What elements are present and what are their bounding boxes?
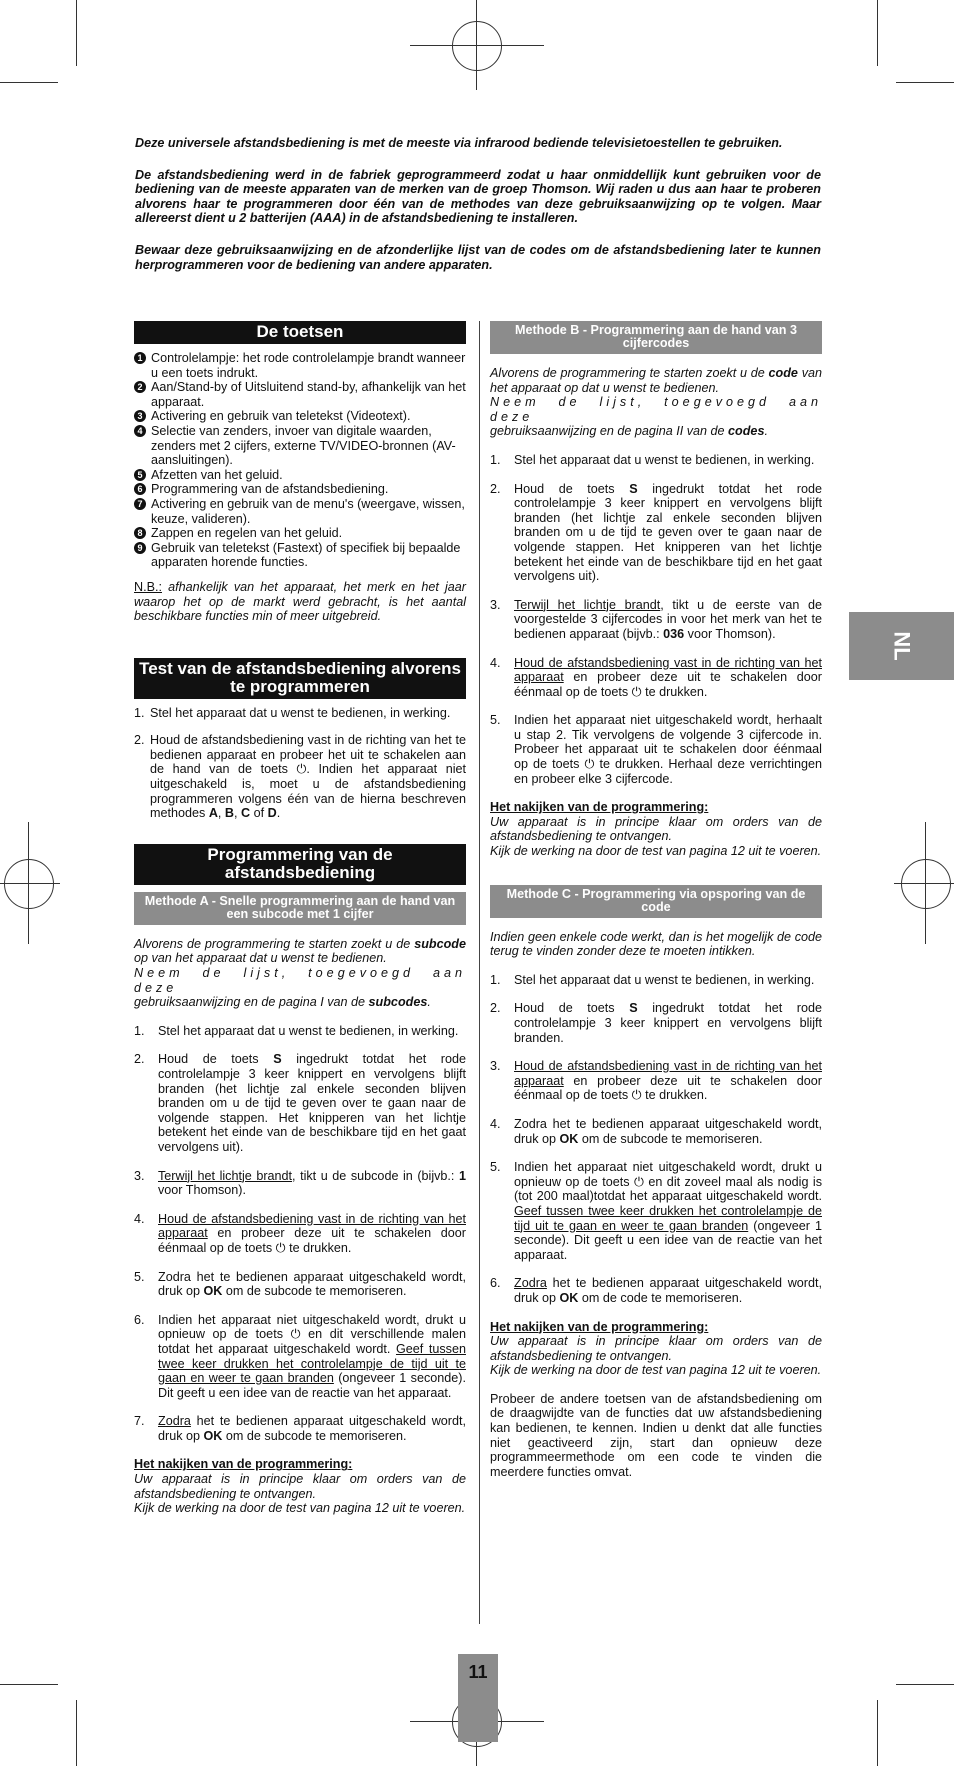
list-item: 9 Gebruik van teletekst (Fastext) of specifiek bij bepaalde apparaten horende functies. <box>134 541 466 570</box>
list-item: 6 Programmering van de afstandsbediening. <box>134 482 466 497</box>
list-item: 8 Zappen en regelen van het geluid. <box>134 526 466 541</box>
method-b-title: Methode B - Programmering aan de hand van 3 cijfercodes <box>490 321 822 354</box>
list-item: 2 Aan/Stand-by of Uitsluitend stand-by, afhankelijk van het apparaat. <box>134 380 466 409</box>
column-divider <box>479 321 480 1624</box>
crop-mark <box>0 1684 58 1685</box>
number-badge: 8 <box>134 527 146 539</box>
intro-paragraph: Deze universele afstandsbediening is met de meeste via infrarood bediende televisietoestellen te gebruiken. <box>135 136 783 150</box>
list-item: 5 Afzetten van het geluid. <box>134 468 466 483</box>
list-item: 5. Indien het apparaat niet uitgeschakeld wordt, drukt u opnieuw op de toets ⏻ en dit zoveel maal als nodig is (tot 200 maal)totdat het apparaat uitgeschakeld wordt. Geef tussen twee keer drukken het controlelampje de tijd uit te gaan en weer te gaan branden (ongeveer 1 seconde). Dit geeft u een idee van de reactie van het apparaat. <box>490 1160 822 1262</box>
language-tab: NL <box>849 612 954 680</box>
number-badge: 9 <box>134 542 146 554</box>
section-title-programmering: Programmering van de afstandsbediening <box>134 844 466 885</box>
list-item: 1. Stel het apparaat dat u wenst te bedienen, in werking. <box>134 705 451 720</box>
registration-circle <box>901 859 951 909</box>
list-item: 4. Houd de afstandsbediening vast in de richting van het apparaat en probeer deze uit te schakelen door éénmaal op de toets ⏻ te drukken. <box>134 1211 466 1255</box>
method-a-title: Methode A - Snelle programmering aan de hand van een subcode met 1 cijfer <box>134 892 466 925</box>
page-number: 11 <box>458 1654 498 1742</box>
crop-mark <box>877 0 878 66</box>
check-text: Uw apparaat is in principe klaar om orders van de afstandsbediening te ontvangen. <box>490 1334 822 1363</box>
number-badge: 1 <box>134 352 146 364</box>
method-b-steps <box>490 453 822 786</box>
registration-circle <box>4 859 54 909</box>
method-c-steps <box>490 973 822 1306</box>
list-item: 2. Houd de toets S ingedrukt totdat het rode controlelampje 3 keer knippert en vervolgens blijft branden (het lichtje zal enkele seconden blijven branden om u de tijd te geven over te gaan naar de volgende stappen. Het knipperen van het lichtje betekent het einde van de beschikbare tijd en het gaat vervolgens uit). <box>134 1052 467 1154</box>
list-item: 1. Stel het apparaat dat u wenst te bedienen, in werking. <box>134 1023 459 1038</box>
list-item: 6. Indien het apparaat niet uitgeschakeld wordt, drukt u opnieuw op de toets ⏻ en dit verschillende malen totdat het apparaat uitgeschakeld wordt. Geef tussen twee keer drukken het controlelampje de tijd uit te gaan en weer te gaan branden (ongeveer 1 seconde). Dit geeft u een idee van de reactie van het apparaat. <box>134 1312 466 1400</box>
method-a-steps <box>134 1024 466 1444</box>
number-badge: 3 <box>134 410 146 422</box>
list-item: 6. Zodra het te bedienen apparaat uitgeschakeld wordt, druk op OK om de code te memoriseren. <box>490 1276 822 1305</box>
list-item: 1. Stel het apparaat dat u wenst te bedienen, in werking. <box>490 972 815 987</box>
number-badge: 2 <box>134 381 146 393</box>
method-b-intro: Alvorens de programmering te starten zoekt u de code van het apparaat op dat u wenst te bedienen. Neem de lijst, toegevoegd aan deze gebruiksaanwijzing en de pagina II van de codes. <box>490 366 822 439</box>
number-badge: 5 <box>134 469 146 481</box>
check-title: Het nakijken van de programmering: <box>490 800 709 815</box>
list-item: 4 Selectie van zenders, invoer van digitale waarden, zenders met 2 cijfers, externe TV/VIDEO-bronnen (AV-aansluitingen). <box>134 424 466 468</box>
list-item: 1 Controlelampje: het rode controlelampje brandt wanneer u een toets indrukt. <box>134 351 466 380</box>
check-text: Uw apparaat is in principe klaar om orders van de afstandsbediening te ontvangen. <box>490 814 822 844</box>
check-text: Kijk de werking na door de test van pagina 12 uit te voeren. <box>490 844 822 859</box>
check-title: Het nakijken van de programmering: <box>134 1457 353 1472</box>
intro-text <box>135 136 821 289</box>
check-text: Kijk de werking na door de test van pagina 12 uit te voeren. <box>490 1363 822 1378</box>
number-badge: 4 <box>134 425 146 437</box>
check-title: Het nakijken van de programmering: <box>490 1319 709 1334</box>
list-item: 3. Terwijl het lichtje brandt, tikt u de eerste van de voorgestelde 3 cijfercodes in voor het merk van het te bedienen apparaat (bijvb.: 036 voor Thomson). <box>490 597 822 641</box>
method-c-intro: Indien geen enkele code werkt, dan is het mogelijk de code terug te vinden zonder deze te moeten intikken. <box>490 929 822 959</box>
list-item: 2. Houd de toets S ingedrukt totdat het rode controlelampje 3 keer knippert en vervolgens blijft branden (het lichtje zal enkele seconden blijven branden om u de tijd te geven over te gaan naar de volgende stappen. Het knipperen van het lichtje betekent het einde van de beschikbare tijd en het gaat vervolgens uit). <box>490 481 823 584</box>
list-item: 3. Houd de afstandsbediening vast in de richting van het apparaat en probeer deze uit te schakelen door éénmaal op de toets ⏻ te drukken. <box>490 1059 822 1103</box>
intro-paragraph: De afstandsbediening werd in de fabriek geprogrammeerd zodat u haar onmiddellijk kunt gebruiken voor de bediening van de meeste apparaten van de merken van de groep Thomson. Wij raden u dus aan haar te proberen alvorens haar te programmeren door één van de methodes van deze gebruiksaanwijzing op te volgen. Maar allereerst dient u 2 batterijen (AAA) in de afstandsbediening te installeren. <box>135 167 821 226</box>
list-item: 7. Zodra het te bedienen apparaat uitgeschakeld wordt, druk op OK om de subcode te memoriseren. <box>134 1414 466 1443</box>
registration-circle <box>452 21 502 71</box>
crop-mark <box>76 0 77 66</box>
list-item: 4. Houd de afstandsbediening vast in de richting van het apparaat en probeer deze uit te schakelen door éénmaal op de toets ⏻ te drukken. <box>490 655 822 699</box>
intro-paragraph: Bewaar deze gebruiksaanwijzing en de afzonderlijke lijst van de codes om de afstandsbediening later te kunnen herprogrammeren voor de bediening van andere apparaten. <box>135 242 821 272</box>
crop-mark <box>76 1700 77 1766</box>
number-badge: 6 <box>134 483 146 495</box>
left-column <box>134 321 466 1516</box>
method-a-intro: Alvorens de programmering te starten zoekt u de subcode op van het apparaat dat u wenst te bedienen. Neem de lijst, toegevoegd aan deze gebruiksaanwijzing en de pagina I van de subcodes. <box>134 936 466 1010</box>
list-item: 3. Terwijl het lichtje brandt, tikt u de subcode in (bijvb.: 1 voor Thomson). <box>134 1168 466 1198</box>
list-item: 1. Stel het apparaat dat u wenst te bedienen, in werking. <box>490 452 815 467</box>
right-column <box>490 321 822 1493</box>
crop-mark <box>896 1684 954 1685</box>
list-item: 2. Houd de toets S ingedrukt totdat het rode controlelampje 3 keer knippert en vervolgens blijft branden. <box>490 1001 823 1045</box>
section-title-toetsen: De toetsen <box>134 321 466 344</box>
list-item: 5. Zodra het te bedienen apparaat uitgeschakeld wordt, druk op OK om de subcode te memoriseren. <box>134 1269 466 1299</box>
check-text: Kijk de werking na door de test van pagina 12 uit te voeren. <box>134 1501 466 1516</box>
method-c-title: Methode C - Programmering via opsporing van de code <box>490 885 822 918</box>
check-text: Uw apparaat is in principe klaar om orders van de afstandsbediening te ontvangen. <box>134 1472 466 1501</box>
list-item: 2. Houd de afstandsbediening vast in de richting van het te bedienen apparaat en probeer het uit te schakelen aan de hand van de toets ⏻. Indien het apparaat niet uitgeschakeld is, moet u de afstandsbediening programmeren volgens één van de hierna beschreven methodes A, B, C of D. <box>134 733 466 821</box>
method-c-outro: Probeer de andere toetsen van de afstandsbediening om de draagwijdte van de functies dat uw afstandsbediening kan bedienen, te kennen. Indien u denkt dat alle functies niet geactiveerd zijn, start dan opnieuw deze programmeermethode om een code te vinden die meerdere functies omvat. <box>490 1391 822 1479</box>
crop-mark <box>877 1700 878 1766</box>
list-item: 5. Indien het apparaat niet uitgeschakeld wordt, herhaalt u stap 2. Tik vervolgens de volgende 3 cijfercode in. Probeer het apparaat uit te schakelen door éénmaal op de toets ⏻ te drukken. Herhaal deze verrichtingen en probeer elke 3 cijfercode. <box>490 713 822 786</box>
number-badge: 7 <box>134 498 146 510</box>
nb-note: N.B.: afhankelijk van het apparaat, het merk en het jaar waarop het op de markt werd gebracht, is het aantal beschikbare functies min of meer uitgebreid. <box>134 579 466 624</box>
crop-mark <box>896 82 954 83</box>
test-steps <box>134 706 466 821</box>
crop-mark <box>0 82 58 83</box>
list-item: 7 Activering en gebruik van de menu's (weergave, wissen, keuze, valideren). <box>134 497 466 526</box>
list-item: 3 Activering en gebruik van teletekst (Videotext). <box>134 409 466 424</box>
list-item: 4. Zodra het te bedienen apparaat uitgeschakeld wordt, druk op OK om de subcode te memoriseren. <box>490 1116 822 1146</box>
key-list <box>134 351 466 570</box>
section-title-test: Test van de afstandsbediening alvorens te programmeren <box>134 658 466 699</box>
